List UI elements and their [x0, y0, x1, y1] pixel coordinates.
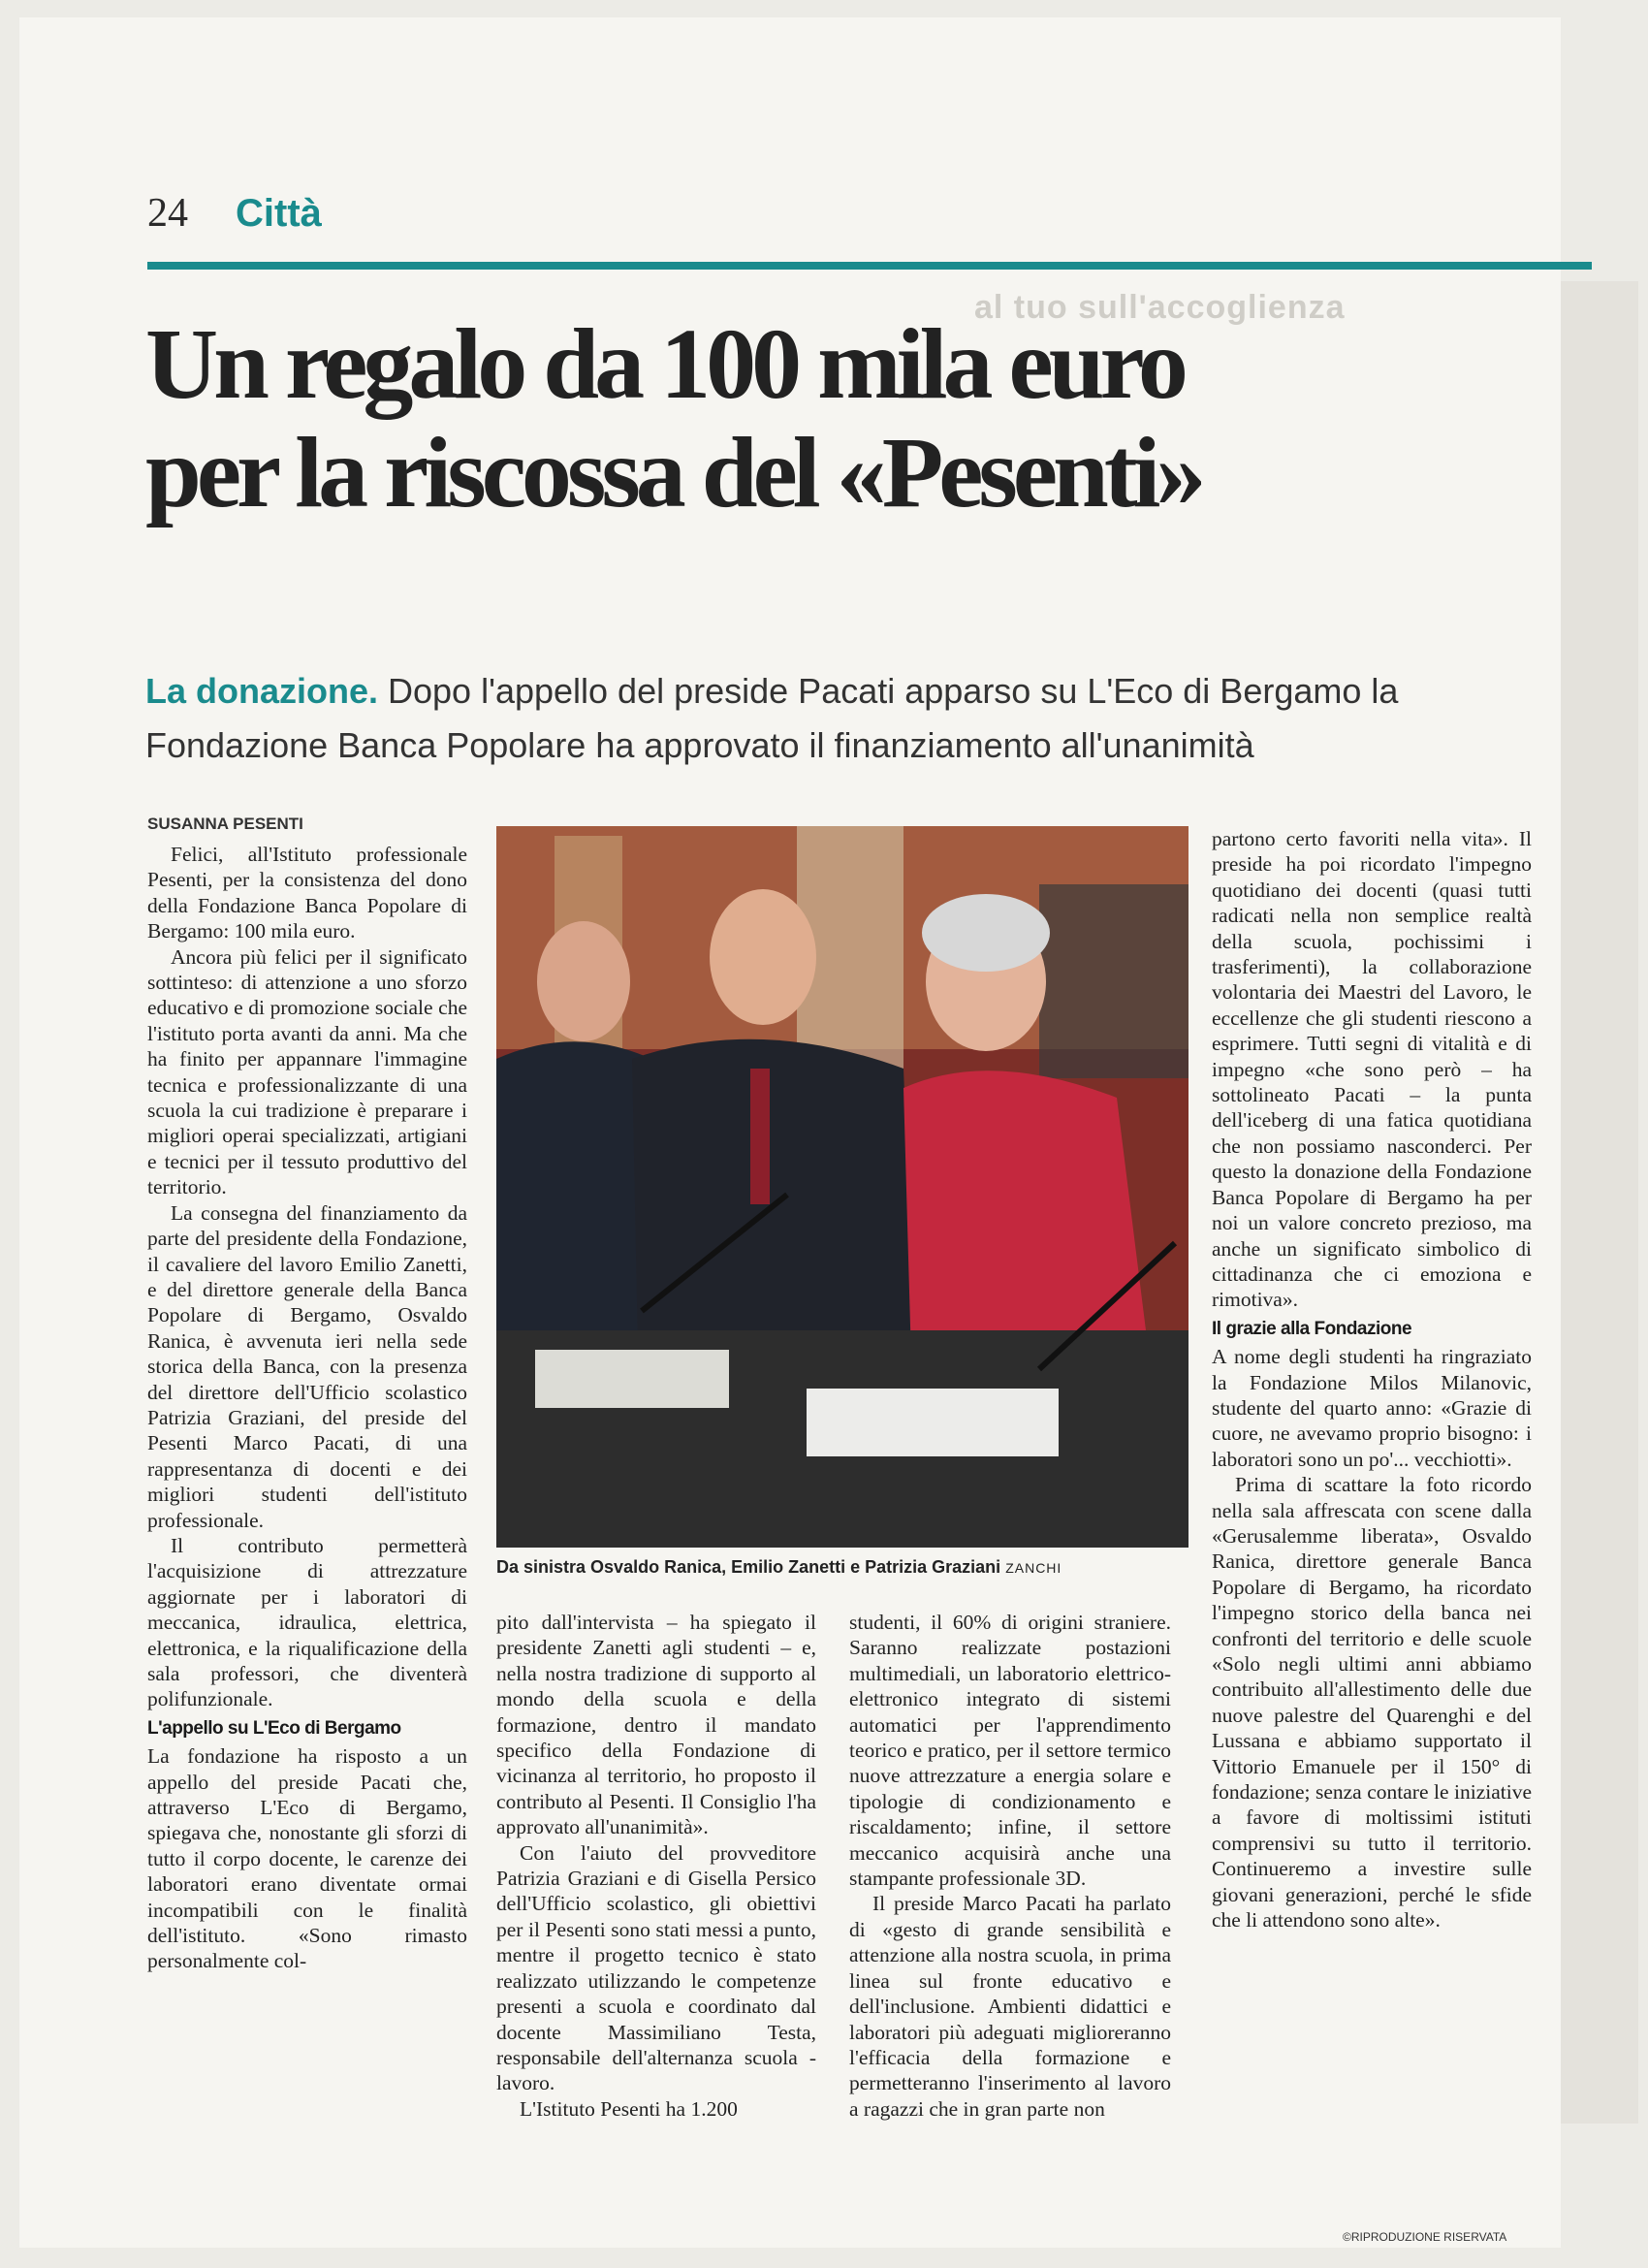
headline-line-1: Un regalo da 100 mila euro	[145, 308, 1184, 420]
photo-credit: ZANCHI	[1005, 1560, 1062, 1576]
paragraph: Il contributo permetterà l'acquisizione di attrezzature aggiornate per i laboratori di meccanica, idraulica, elettrica, elettronica, e la riqualificazione della sala professori, che diventerà polifunzionale.	[147, 1533, 467, 1711]
kicker	[145, 664, 1561, 773]
paragraph: Con l'aiuto del provveditore Patrizia Graziani e di Gisella Persico dell'Ufficio scolastico, gli obiettivi per il Pesenti sono stati messi a punto, mentre il progetto tecnico è stato realizzato utilizzando le competenze presenti a scuola e coordinato dal docente Massimiliano Testa, responsabile dell'alternanza scuola -lavoro.	[496, 1840, 816, 2095]
column-3	[849, 1610, 1171, 2122]
paragraph: pito dall'intervista – ha spiegato il presidente Zanetti agli studenti – e, nella nostra tradizione di supporto al mondo della scuola e della formazione, dentro il mandato specifico della Fondazione di vicinanza al territorio, ho proposto il contributo al Pesenti. Il Consiglio l'ha approvato all'unanimità».	[496, 1611, 816, 1839]
adjacent-page-edge	[1561, 281, 1638, 2124]
paragraph: L'Istituto Pesenti ha 1.200	[520, 2096, 738, 2121]
column-4	[1212, 826, 1532, 1933]
paragraph: Felici, all'Istituto professionale Pesenti, per la consistenza del dono della Fondazione Banca Popolare di Bergamo: 100 mila euro.	[147, 843, 467, 943]
subheading: Il grazie alla Fondazione	[1212, 1318, 1412, 1339]
paragraph: Prima di scattare la foto ricordo nella sala affrescata con scene dalla «Gerusalemme liberata», Osvaldo Ranica, direttore generale Banca Popolare di Bergamo, ha ricordato l'impegno storico della banca nei confronti del territorio e delle scuole «Solo negli ultimi anni abbiamo contribuito all'allestimento delle due nuove palestre del Quarenghi e del Lussana e abbiamo supportato il Vittorio Emanuele per il 150° di fondazione; senza contare le iniziative a favore di moltissimi istituti comprensivi su tutto il territorio. Continueremo a investire sulle giovani generazioni, perché le sfide che li attendono sono alte».	[1212, 1473, 1532, 1933]
photo-illustration	[496, 826, 1188, 1548]
caption-text: Da sinistra Osvaldo Ranica, Emilio Zanetti e Patrizia Graziani	[496, 1557, 1001, 1577]
section-rule	[147, 262, 1592, 270]
byline: SUSANNA PESENTI	[147, 815, 303, 833]
paragraph: La consegna del finanziamento da parte del presidente della Fondazione, il cavaliere del lavoro Emilio Zanetti, e del direttore generale della Banca Popolare di Bergamo, Osvaldo Ranica, è avvenuta ieri nella sede storica della Banca, con la presenza del direttore dell'Ufficio scolastico Patrizia Graziani, del preside del Pesenti Marco Pacati, di una rappresentanza di docenti e dei migliori studenti dell'istituto professionale.	[147, 1200, 467, 1532]
section-label: Città	[236, 192, 322, 235]
paragraph: studenti, il 60% di origini straniere. Saranno realizzate postazioni multimediali, un laboratorio elettrico-elettronico integrato di sistemi automatici per l'apprendimento teorico e pratico, per il settore termico nuove attrezzature a energia solare e tipologie di condizionamento e riscaldamento; infine, il settore meccanico acquisirà anche una stampante professionale 3D.	[849, 1611, 1171, 1891]
column-1	[147, 842, 467, 1974]
paragraph: Ancora più felici per il significato sottinteso: di attenzione a uno sforzo educativo e di promozione sociale che l'istituto porta avanti da anni. Ma che ha finito per appannare l'immagine tecnica e professionalizzante di una scuola la cui tradizione è preparare i migliori operai specializzati, artigiani e tecnici per il tessuto produttivo del territorio.	[147, 944, 467, 1199]
kicker-lead: La donazione.	[145, 671, 379, 711]
paragraph: Il preside Marco Pacati ha parlato di «gesto di grande sensibilità e attenzione alla nostra scuola, in prima linea sul fronte educativo e dell'inclusione. Ambienti didattici e laboratori più adeguati miglioreranno l'efficacia della formazione e permetteranno l'inserimento al lavoro a ragazzi che in gran parte non	[849, 1892, 1171, 2121]
kicker-text: Dopo l'appello del preside Pacati apparso su L'Eco di Bergamo la Fondazione Banca Popolare ha approvato il finanziamento all'unanimità	[145, 671, 1399, 765]
page-number: 24	[147, 191, 188, 236]
headline-line-2: per la riscossa del «Pesenti»	[145, 417, 1202, 528]
headline	[145, 310, 1551, 527]
paragraph: La fondazione ha risposto a un appello del preside Pacati che, attraverso L'Eco di Bergamo, spiegava che, nonostante gli sforzi di tutto il corpo docente, le carenze dei laboratori erano diventate ormai incompatibili con le finalità dell'istituto. «Sono rimasto personalmente col-	[147, 1744, 467, 1973]
copyright-notice: ©RIPRODUZIONE RISERVATA	[1343, 2230, 1507, 2244]
bleed-through-text: al tuo sull'accoglienza	[974, 289, 1346, 326]
subheading: L'appello su L'Eco di Bergamo	[147, 1717, 401, 1739]
paragraph: partono certo favoriti nella vita». Il preside ha poi ricordato l'impegno quotidiano dei docenti (quasi tutti radicati nella non semplice realtà della scuola, pochissimi i trasferimenti), la collaborazione volontaria dei Maestri del Lavoro, le eccellenze che gli studenti riescono a esprimere. Tutti segni di vitalità e di impegno «che sono però – ha sottolineato Pacati – la punta dell'iceberg di una fatica quotidiana che non possiamo nasconderci. Per questo la donazione della Fondazione Banca Popolare di Bergamo ha per noi un valore concreto prezioso, ma anche un significato simbolico di cittadinanza che ci emoziona e rimotiva».	[1212, 827, 1532, 1312]
paragraph: A nome degli studenti ha ringraziato la Fondazione Milos Milanovic, studente del quarto anno: «Grazie di cuore, ne avevamo proprio bisogno: i laboratori sono un po'... vecchiotti».	[1212, 1345, 1532, 1471]
article-photo	[496, 826, 1188, 1548]
column-2	[496, 1610, 816, 2122]
photo-caption	[496, 1557, 1188, 1578]
